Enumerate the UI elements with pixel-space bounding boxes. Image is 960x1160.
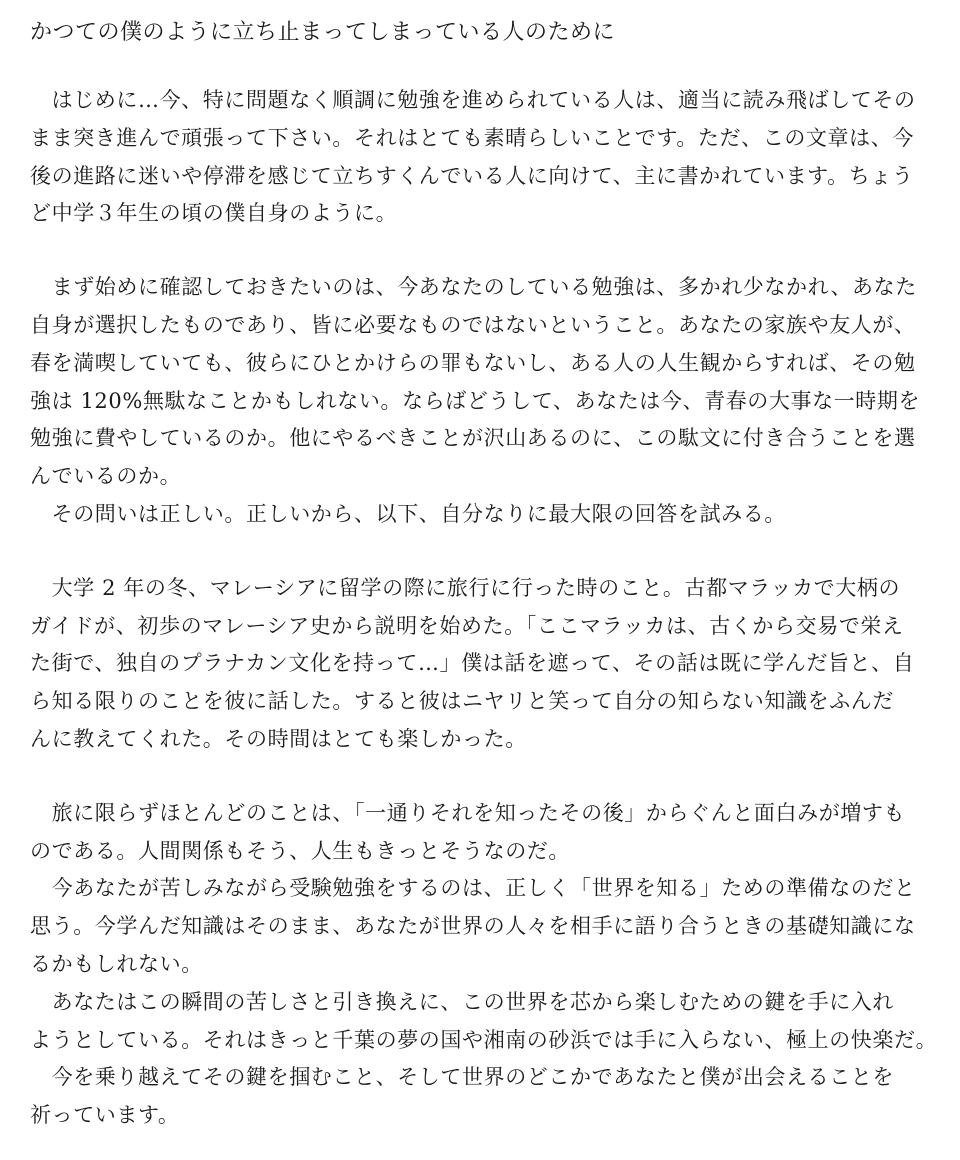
paragraph: [30, 269, 930, 496]
text-line: 春を満喫していても、彼らにひとかけらの罪もないし、ある人の人生観からすれば、その勉: [30, 350, 916, 375]
text-line: はじめに…今、特に問題なく順調に勉強を進められている人は、適当に読み飛ばしてその: [30, 88, 916, 112]
paragraph: [30, 870, 930, 983]
text-line: まま突き進んで頑張って下さい。それはとても素晴らしいことです。ただ、この文章は、今: [30, 125, 914, 150]
section: [30, 795, 938, 1135]
text-line: 大学 2 年の冬、マレーシアに留学の際に旅行に行った時のこと。古都マラッカで大柄の: [30, 575, 901, 600]
text-line: んに教えてくれた。その時間はとても楽しかった。: [30, 726, 527, 751]
paragraph: [30, 984, 938, 1060]
text-line: 勉強に費やしているのか。他にやるべきことが沢山あるのに、この駄文に付き合うことを選: [30, 426, 916, 451]
text-line: その問いは正しい。正しいから、以下、自分なりに最大限の回答を試みる。: [30, 501, 786, 526]
text-line: まず始めに確認しておきたいのは、今あなたのしている勉強は、多かれ少なかれ、あなた: [30, 275, 917, 300]
paragraph: [30, 795, 930, 871]
text-line: 自身が選択したものであり、皆に必要なものではないということ。あなたの家族や友人が、: [30, 312, 916, 337]
text-line: 旅に限らずほとんどのことは、「一通りそれを知ったその後」からぐんと面白みが増すも: [30, 800, 906, 825]
document-page: [30, 14, 938, 1135]
text-line: 後の進路に迷いや停滞を感じて立ちすくんでいる人に向けて、主に書かれています。ちょう: [30, 163, 914, 188]
text-line: 今を乗り越えてその鍵を掴むこと、そして世界のどこかであなたと僕が出会えることを: [30, 1065, 894, 1090]
document-title: かつての僕のように立ち止まってしまっている人のために: [30, 20, 616, 45]
text-line: ど中学３年生の頃の僕自身のように。: [30, 201, 398, 226]
paragraph: [30, 82, 930, 233]
text-line: 思う。今学んだ知識はそのまま、あなたが世界の人々を相手に語り合うときの基礎知識にな: [30, 914, 916, 939]
text-line: 今あなたが苦しみながら受験勉強をするのは、正しく「世界を知る」ための準備なのだと: [30, 876, 916, 901]
text-line: ガイドが、初歩のマレーシア史から説明を始めた。「ここマラッカは、古くから交易で栄え: [30, 613, 904, 638]
text-line: ら知る限りのことを彼に話した。すると彼はニヤリと笑って自分の知らない知識をふんだ: [30, 689, 894, 714]
paragraph: [30, 496, 930, 534]
text-line: ようとしている。それはきっと千葉の夢の国や湘南の砂浜では手に入らない、極上の快楽だ。: [30, 1027, 938, 1052]
section-gap: [30, 233, 930, 269]
text-line: のである。人間関係もそう、人生もきっとそうなのだ。: [30, 838, 570, 863]
section-gap: [30, 759, 930, 795]
section: [30, 269, 930, 534]
document-body: [30, 82, 938, 1135]
section: [30, 82, 930, 233]
section: [30, 570, 930, 759]
text-line: 祈っています。: [30, 1103, 180, 1128]
text-line: んでいるのか。: [30, 464, 182, 489]
section-gap: [30, 534, 930, 570]
paragraph: [30, 570, 930, 759]
paragraph: [30, 1059, 930, 1135]
text-line: た街で、独自のプラナカン文化を持って…」僕は話を遮って、その話は既に学んだ旨と、自: [30, 651, 915, 676]
text-line: るかもしれない。: [30, 951, 203, 976]
text-line: あなたはこの瞬間の苦しさと引き換えに、この世界を芯から楽しむための鍵を手に入れ: [30, 989, 894, 1014]
text-line: 強は 120%無駄なことかもしれない。ならばどうして、あなたは今、青春の大事な一時期を: [30, 388, 921, 413]
